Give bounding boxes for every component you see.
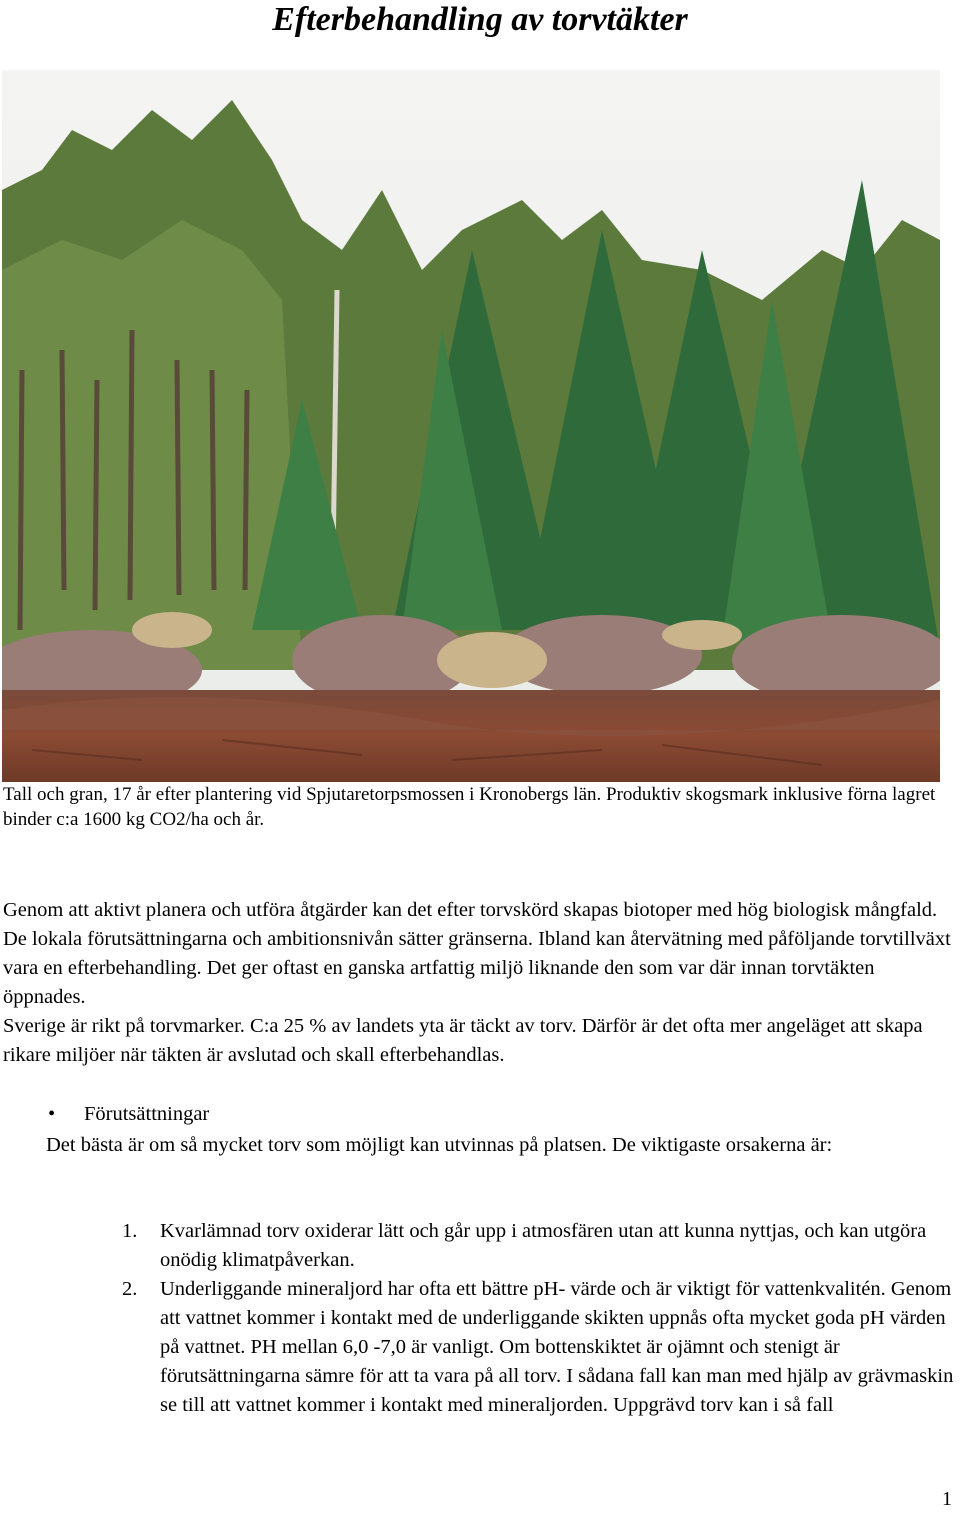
bullet-icon: •	[48, 1103, 56, 1125]
bullet-label: Förutsättningar	[84, 1103, 210, 1125]
paragraph: Genom att aktivt planera och utföra åtgärder kan det efter torvskörd skapas biotoper med hög biologisk mångfald. De lokala förutsättningarna och ambitionsnivån sätter gränserna. Ibland kan återvätning med påföljande torvtillväxt vara en efterbehandling. Det ger oftast en ganska artfattig miljö liknande den som var där innan torvtäkten öppnades.	[3, 899, 951, 1008]
bullet-text: Det bästa är om så mycket torv som möjligt kan utvinnas på platsen. De viktigaste orsakerna är:	[46, 1134, 833, 1156]
list-text: Underliggande mineraljord har ofta ett bättre pH- värde och är viktigt för vattenkvalitén. Genom att vattnet kommer i kontakt med de underliggande skikten uppnås ofta mycket goda pH värden på vattnet. PH mellan 6,0 -7,0 är vanligt. Om bottenskiktet är ojämnt och stenigt är förutsättningarna sämre för att ta vara på all torv. I sådana fall kan man med hjälp av grävmaskin se till att vattnet kommer i kontakt med mineraljorden. Uppgrävd torv kan i så fall	[160, 1278, 954, 1416]
list-number: 1.	[122, 1220, 138, 1242]
page-number: 1	[942, 1488, 952, 1510]
list-text: Kvarlämnad torv oxiderar lätt och går upp i atmosfären utan att kunna nyttjas, och kan utgöra onödig klimatpåverkan.	[160, 1220, 927, 1271]
photo-caption: Tall och gran, 17 år efter plantering vid Spjutaretorpsmossen i Kronobergs län. Produktiv skogsmark inklusive förna lagret binder c:a 1600 kg CO2/ha och år.	[3, 784, 936, 830]
page-title: Efterbehandling av torvtäkter	[272, 1, 688, 38]
body-text	[3, 896, 958, 1070]
forest-illustration	[2, 70, 940, 782]
forest-photo	[2, 70, 940, 782]
list-number: 2.	[122, 1278, 138, 1300]
paragraph: Sverige är rikt på torvmarker. C:a 25 % av landets yta är täckt av torv. Därför är det ofta mer angeläget att skapa rikare miljöer när täkten är avslutad och skall efterbehandlas.	[3, 1015, 923, 1066]
